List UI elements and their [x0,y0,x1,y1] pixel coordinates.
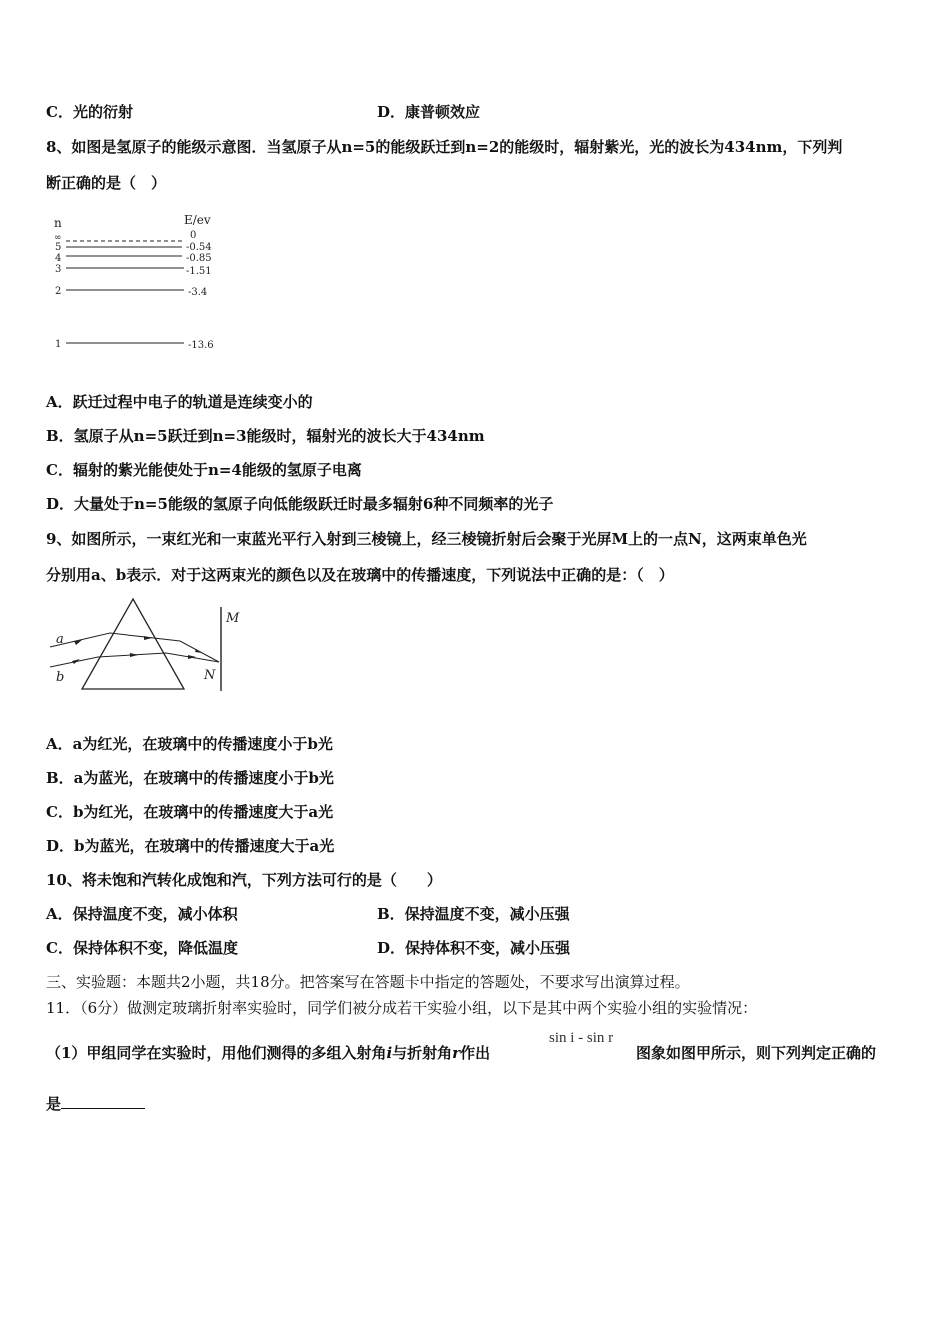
q11-part1-line [46,1043,490,1063]
q11-part1-end: 是 [46,1095,62,1113]
label-b: b [56,670,65,685]
q10-stem: 10、将未饱和汽转化成饱和汽，下列方法可行的是（ ） [46,871,442,889]
q11-part1-tail: 图象如图甲所示，则下列判定正确的 [636,1044,877,1062]
q7-option-c: C．光的衍射 [46,103,133,121]
level-e-5: -0.54 [186,242,212,253]
label-a: a [56,632,64,647]
q11-part1-end-line [46,1094,145,1114]
level-n-1: 1 [55,339,62,350]
ray-b-arrow2 [130,653,138,657]
q10-option-b: B．保持温度不变，减小压强 [377,905,570,923]
level-e-4: -0.85 [186,253,212,264]
q10-option-c: C．保持体积不变，降低温度 [46,939,238,957]
q11-part1-after: 作出 [460,1044,491,1062]
q9-stem-line1: 9、如图所示，一束红光和一束蓝光平行入射到三棱镜上，经三棱镜折射后会聚于光屏M上的一点N，这两束单色光 [46,530,807,548]
q11-part1-before: （1）甲组同学在实验时，用他们测得的多组入射角 [46,1044,387,1062]
level-n-4: 4 [55,253,62,264]
ray-a-arrow3 [195,649,203,653]
q9-option-a: A．a为红光，在玻璃中的传播速度小于b光 [46,735,333,753]
prism-triangle [82,599,184,689]
q8-stem-line2: 断正确的是（ ） [46,174,167,192]
level-e-2: -3.4 [188,287,208,298]
q11-part1-mid: 与折射角 [392,1044,453,1062]
level-n-inf: ∞ [54,233,62,243]
q9-stem-line2: 分别用a、b表示．对于这两束光的颜色以及在玻璃中的传播速度，下列说法中正确的是：（ ） [46,566,674,584]
energy-level-diagram [46,210,236,360]
q10-option-a: A．保持温度不变，减小体积 [46,905,238,923]
level-n-5: 5 [55,242,62,253]
q8-option-a: A．跃迁过程中电子的轨道是连续变小的 [46,393,313,411]
q7-option-d: D．康普顿效应 [377,103,481,121]
level-n-3: 3 [55,264,62,275]
q9-option-b: B．a为蓝光，在玻璃中的传播速度小于b光 [46,769,334,787]
q8-option-d: D．大量处于n=5能级的氢原子向低能级跃迁时最多辐射6种不同频率的光子 [46,495,554,513]
ray-a-arrow2 [144,636,152,640]
q11-stem: 11．（6分）做测定玻璃折射率实验时，同学们被分成若干实验小组，以下是其中两个实验小组的实验情况： [46,999,758,1017]
level-e-inf: 0 [190,230,197,241]
q8-stem-line1: 8、如图是氢原子的能级示意图．当氢原子从n=5的能级跃迁到n=2的能级时，辐射紫光，光的波长为434nm，下列判 [46,138,843,156]
q8-option-b: B．氢原子从n=5跃迁到n=3能级时，辐射光的波长大于434nm [46,427,485,445]
section-3-title: 三、实验题：本题共2小题，共18分。把答案写在答题卡中指定的答题处，不要求写出演算过程。 [46,973,690,991]
label-n: N [204,668,216,683]
q11-var-r: r [452,1044,461,1062]
e-axis-label: E/ev [184,213,211,227]
level-e-3: -1.51 [186,266,212,277]
q9-option-d: D．b为蓝光，在玻璃中的传播速度大于a光 [46,837,335,855]
q8-option-c: C．辐射的紫光能使处于n=4能级的氢原子电离 [46,461,362,479]
level-n-2: 2 [55,286,62,297]
q9-option-c: C．b为红光，在玻璃中的传播速度大于a光 [46,803,334,821]
n-axis-label: n [54,216,62,230]
answer-blank[interactable] [61,1094,145,1109]
level-e-1: -13.6 [188,340,214,351]
label-m: M [226,611,240,626]
q11-formula: sin i - sin r [549,1030,614,1046]
q10-option-d: D．保持体积不变，减小压强 [377,939,571,957]
prism-diagram [46,595,246,695]
ray-b-arrow3 [188,655,196,659]
q11-var-i: i [386,1044,393,1062]
